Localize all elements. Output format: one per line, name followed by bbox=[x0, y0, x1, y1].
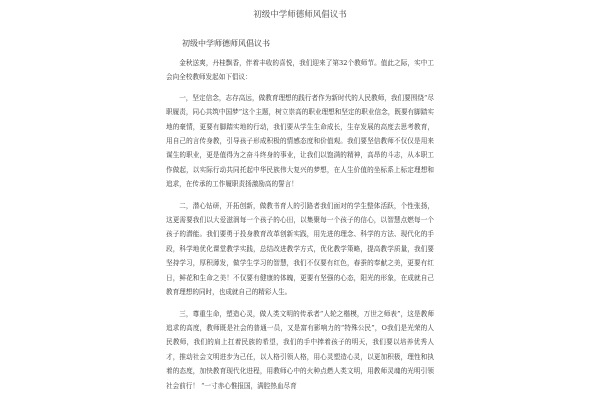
paragraph-two: 二，潜心钻研，开拓创新，做教书育人的引路者我们面对的学生整体活跃，个性张扬，这更需要我们以大爱滋润每一个孩子的心田，以集聚每一个孩子的信心，以智慧点燃每一个孩子的潜能。我们要勇于投身教育改革创新实践，用先进的理念、科学的方法、现代化的手段，科学地优化课堂教学实践，总结改进教学方式，优化教学策略，提高教学质量，我们要坚持学习，厚积薄发，做学生学习的智慧，我们不仅要有红色，春蚕的奉献之美，更要有红日，鲜花和生命之美！不仅要有健康的体魄，更要有坚强的心态，阳光的形象，在成就自己教育理想的同时，也成就自己的精彩人生。 bbox=[166, 201, 434, 297]
page-header-title: 初级中学师德师风倡议书 bbox=[253, 10, 347, 20]
document-body bbox=[166, 56, 434, 400]
paragraph-one: 一，坚定信念，志存高远，做教育理想的践行者作为新时代的人民教师，我们要围绕“尽职履责，同心共筑中国梦”这个主题，树立崇高的职业理想和坚定的职业信念，既要有脚踏实地的豪情，更要有脚踏实地的行动，我们要从学生生命成长，生存发展的高度去思考教育，用自己的言传身教，引导孩子形成积极的情感态度和价值观。我们要坚信教师不仅仅是用来谋生的职业，更是值得为之奋斗终身的事业，让我们以饱满的精神，高昂的斗志，从本职工作做起，以实际行动共同托起中华民族伟大复兴的梦想，在人生价值的坐标系上标定理想和追求，在传承的工作履职责扬激励高的誓言！ bbox=[166, 93, 434, 189]
paragraph-three: 三，尊重生命，塑造心灵，做人类文明的传承者“人轮之楷模，万世之师表”，这是教师追求的高度，教师既是社会的普通一员，又是富有影响力的“特殊公民”，O我们是光荣的人民教师，我们的肩上扛着民族的希望，我们的手中捧着孩子的明天，我们要以培养优秀人才，推动社会文明进步为己任，以人格引领人格，用心灵塑造心灵，以更加积极，理性和执着的态度，加快教育现代化进程，用教师心中的火种点燃人类文明，用教师灵魂的光明引领社会前行！ “一寸赤心惟报国，满腔热血尽育 bbox=[166, 309, 434, 390]
document-title: 初级中学师德师风倡议书 bbox=[182, 39, 270, 48]
paragraph-intro: 金秋送爽，丹桂飘香，伴着丰收的喜悦，我们迎来了第32个教师节。值此之际，实中工会向全校教师发起如下倡议： bbox=[166, 59, 434, 82]
